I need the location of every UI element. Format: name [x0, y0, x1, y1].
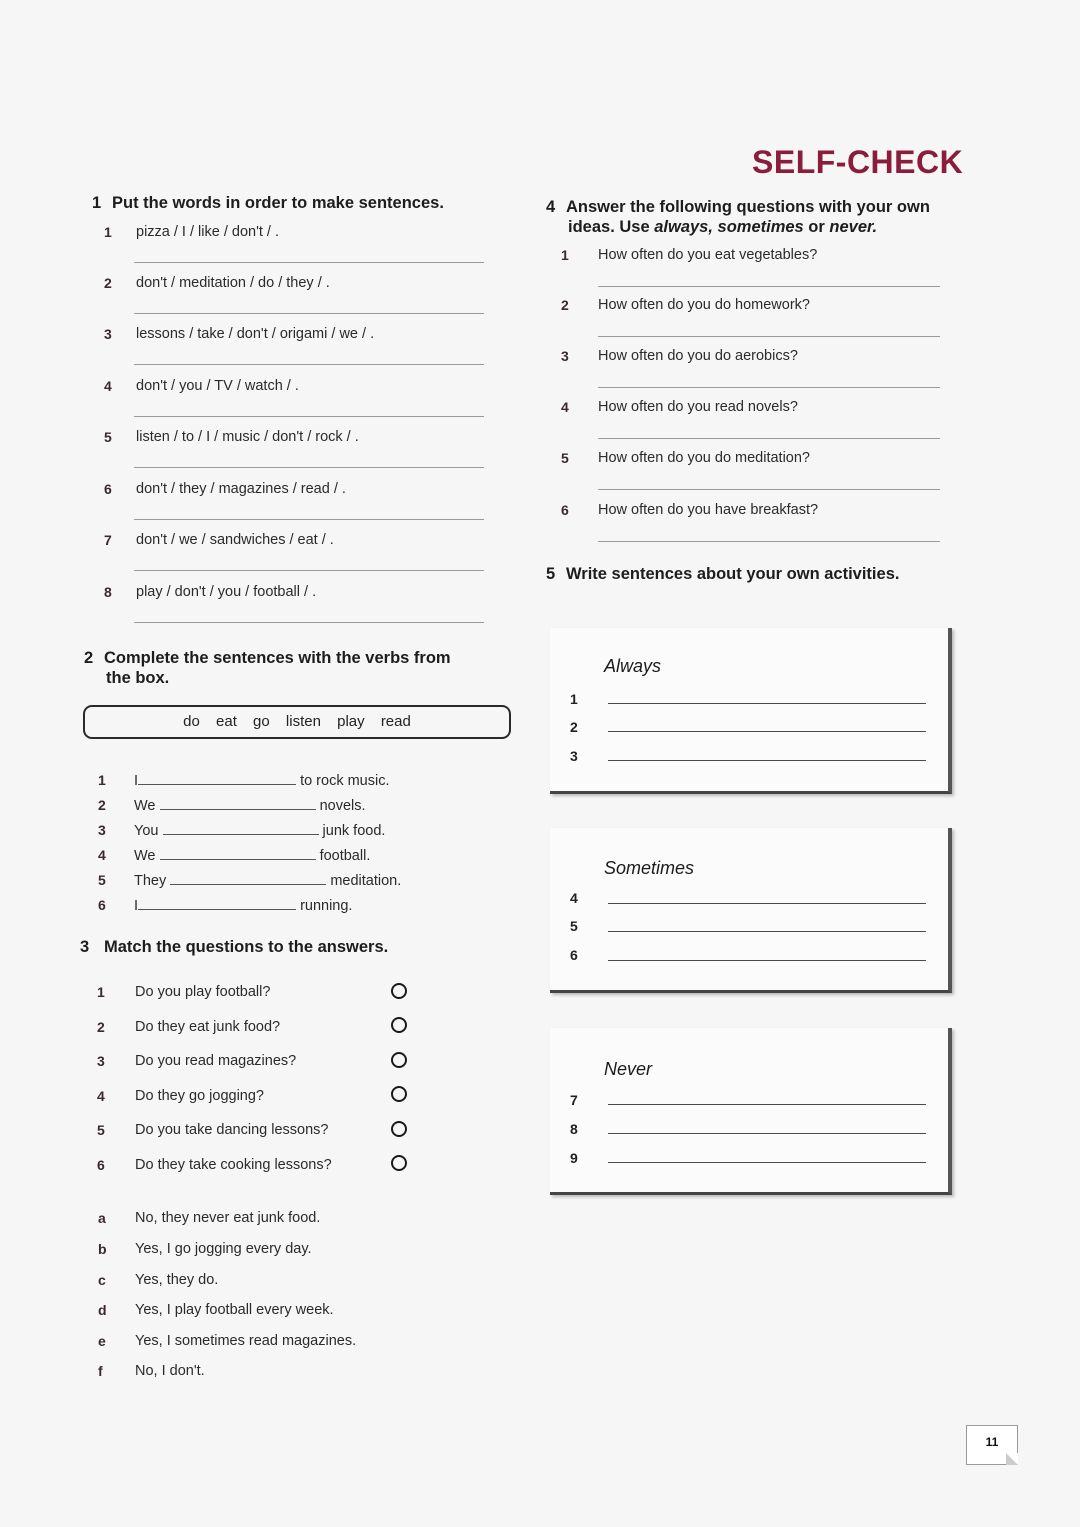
verb: do [183, 713, 200, 730]
subject: We [134, 848, 156, 864]
item-number: 1 [97, 984, 105, 1000]
item-number: 2 [97, 1019, 105, 1035]
sentence-end: running. [300, 898, 353, 914]
heading-text-cont: the box. [106, 669, 170, 687]
answer-letter: d [98, 1302, 107, 1318]
blank[interactable] [160, 847, 316, 860]
item-number: 6 [561, 502, 569, 518]
item-number: 3 [97, 1053, 105, 1069]
subject: You [134, 823, 159, 839]
item-text: play / don't / you / football / . [136, 584, 317, 600]
subject: They [134, 873, 167, 889]
heading-text-cont: ideas. Use [568, 218, 655, 236]
question-text: Do you read magazines? [135, 1053, 297, 1069]
verb: eat [216, 713, 237, 730]
answer-text: No, I don't. [135, 1363, 205, 1379]
section-number: 1 [92, 194, 102, 212]
sentence-end: meditation. [330, 873, 402, 889]
item-text: lessons / take / don't / origami / we / . [136, 326, 375, 342]
item-text: pizza / I / like / don't / . [136, 224, 279, 240]
page-curl-icon [1006, 1453, 1018, 1465]
verb: read [380, 713, 411, 730]
line-number: 4 [570, 890, 578, 906]
answer-letter: f [98, 1363, 103, 1379]
blank[interactable] [160, 797, 316, 810]
line-number: 7 [570, 1092, 578, 1108]
item-text: don't / they / magazines / read / . [136, 481, 346, 497]
item-number: 1 [104, 224, 112, 240]
write-line[interactable] [608, 903, 926, 904]
card-title: Never [604, 1059, 653, 1079]
line-number: 6 [570, 947, 578, 963]
write-line[interactable] [608, 960, 926, 961]
heading-text-cont: or [803, 218, 830, 236]
match-circle[interactable] [391, 983, 407, 999]
answer-letter: c [98, 1272, 106, 1288]
card-title: Always [604, 656, 662, 676]
question-text: How often do you do aerobics? [598, 348, 798, 364]
answer-line[interactable] [134, 262, 484, 263]
list-item [100, 584, 500, 624]
question-text: Do they eat junk food? [135, 1019, 281, 1035]
answer-line[interactable] [134, 416, 484, 417]
page-title: SELF-CHECK [752, 144, 964, 180]
subject: I [134, 898, 139, 914]
card-title: Sometimes [604, 858, 695, 878]
item-number: 3 [104, 326, 112, 342]
section-3-heading [80, 937, 388, 957]
answer-text: Yes, I sometimes read magazines. [135, 1333, 357, 1349]
line-number: 8 [570, 1121, 578, 1137]
sentence-end: football. [319, 848, 371, 864]
line-number: 1 [570, 691, 578, 707]
subject: We [134, 798, 156, 814]
item-number: 3 [98, 822, 106, 838]
answer-line[interactable] [598, 489, 940, 490]
item-number: 2 [98, 797, 106, 813]
item-text: don't / you / TV / watch / . [136, 378, 299, 394]
item-number: 5 [104, 429, 112, 445]
answer-text: Yes, I play football every week. [135, 1302, 334, 1318]
line-number: 3 [570, 748, 578, 764]
item-text: listen / to / I / music / don't / rock / . [136, 429, 359, 445]
item-text: don't / we / sandwiches / eat / . [136, 532, 334, 548]
answer-line[interactable] [134, 570, 484, 571]
section-number: 2 [84, 649, 94, 667]
list-item [100, 378, 500, 418]
item-number: 5 [98, 872, 106, 888]
subject: I [134, 773, 139, 789]
question-text: How often do you do meditation? [598, 450, 810, 466]
answer-line[interactable] [598, 438, 940, 439]
question-text: How often do you have breakfast? [598, 502, 819, 518]
write-line[interactable] [608, 1162, 926, 1163]
item-number: 4 [97, 1088, 105, 1104]
section-number: 3 [80, 938, 90, 956]
blank[interactable] [138, 772, 296, 785]
question-text: How often do you read novels? [598, 399, 798, 415]
item-number: 1 [98, 772, 106, 788]
item-number: 6 [97, 1157, 105, 1173]
heading-text: Answer the following questions with your own [566, 198, 930, 216]
answer-line[interactable] [134, 364, 484, 365]
section-4-heading [546, 197, 966, 237]
item-number: 5 [561, 450, 569, 466]
section-1-heading [92, 193, 444, 213]
section-number: 5 [546, 565, 556, 583]
sentence-end: junk food. [322, 823, 386, 839]
answer-letter: b [98, 1241, 107, 1257]
heading-text: Match the questions to the answers. [104, 938, 389, 956]
list-item [100, 532, 500, 572]
answer-line[interactable] [598, 541, 940, 542]
heading-text: Write sentences about your own activities. [566, 565, 900, 583]
verb: listen [285, 713, 321, 730]
item-number: 8 [104, 584, 112, 600]
blank[interactable] [163, 822, 319, 835]
question-text: Do you play football? [135, 984, 271, 1000]
write-line[interactable] [608, 731, 926, 732]
answer-line[interactable] [134, 313, 484, 314]
verb: go [253, 713, 270, 730]
card-never [550, 1028, 952, 1195]
item-number: 4 [98, 847, 106, 863]
heading-text: Put the words in order to make sentences. [112, 194, 444, 212]
answer-letter: a [98, 1210, 106, 1226]
answer-line[interactable] [598, 336, 940, 337]
answer-line[interactable] [134, 622, 484, 623]
write-line[interactable] [608, 703, 926, 704]
section-number: 4 [546, 198, 556, 216]
answer-line[interactable] [134, 519, 484, 520]
sentence-end: novels. [319, 798, 366, 814]
list-item [100, 429, 500, 469]
match-circle[interactable] [391, 1086, 407, 1102]
line-number: 9 [570, 1150, 578, 1166]
answer-text: Yes, I go jogging every day. [135, 1241, 312, 1257]
question-text: How often do you eat vegetables? [598, 247, 818, 263]
match-circle[interactable] [391, 1052, 407, 1068]
write-line[interactable] [608, 931, 926, 932]
section-5-heading [546, 564, 899, 584]
list-item [100, 481, 500, 521]
question-text: Do they go jogging? [135, 1088, 264, 1104]
card-always [550, 628, 952, 794]
answer-text: Yes, they do. [135, 1272, 219, 1288]
write-line[interactable] [608, 1133, 926, 1134]
verb: play [337, 713, 365, 730]
line-number: 5 [570, 918, 578, 934]
blank[interactable] [138, 897, 296, 910]
heading-text: Complete the sentences with the verbs from [104, 649, 451, 667]
answer-line[interactable] [598, 286, 940, 287]
answer-letter: e [98, 1333, 106, 1349]
item-number: 6 [98, 897, 106, 913]
list-item [100, 326, 500, 366]
list-item [100, 275, 500, 315]
write-line[interactable] [608, 760, 926, 761]
heading-italic: always, sometimes [654, 218, 804, 236]
page-number: 11 [985, 1435, 999, 1449]
match-circle[interactable] [391, 1155, 407, 1171]
answer-line[interactable] [134, 467, 484, 468]
item-number: 4 [104, 378, 112, 394]
sentence-end: to rock music. [300, 773, 390, 789]
item-number: 4 [561, 399, 569, 415]
section-2-heading [84, 648, 504, 688]
item-number: 2 [561, 297, 569, 313]
line-number: 2 [570, 719, 578, 735]
item-number: 3 [561, 348, 569, 364]
match-circle[interactable] [391, 1017, 407, 1033]
question-text: Do you take dancing lessons? [135, 1122, 329, 1138]
card-sometimes [550, 828, 952, 993]
item-number: 7 [104, 532, 112, 548]
page-number-badge [966, 1425, 1018, 1465]
item-text: don't / meditation / do / they / . [136, 275, 330, 291]
blank[interactable] [170, 872, 326, 885]
verb-box [83, 705, 511, 739]
item-number: 5 [97, 1122, 105, 1138]
question-text: How often do you do homework? [598, 297, 810, 313]
heading-italic: never. [829, 218, 878, 236]
item-number: 1 [561, 247, 569, 263]
item-number: 2 [104, 275, 112, 291]
answer-line[interactable] [598, 387, 940, 388]
match-circle[interactable] [391, 1121, 407, 1137]
question-text: Do they take cooking lessons? [135, 1157, 332, 1173]
item-number: 6 [104, 481, 112, 497]
answer-text: No, they never eat junk food. [135, 1210, 321, 1226]
list-item [100, 224, 500, 264]
write-line[interactable] [608, 1104, 926, 1105]
